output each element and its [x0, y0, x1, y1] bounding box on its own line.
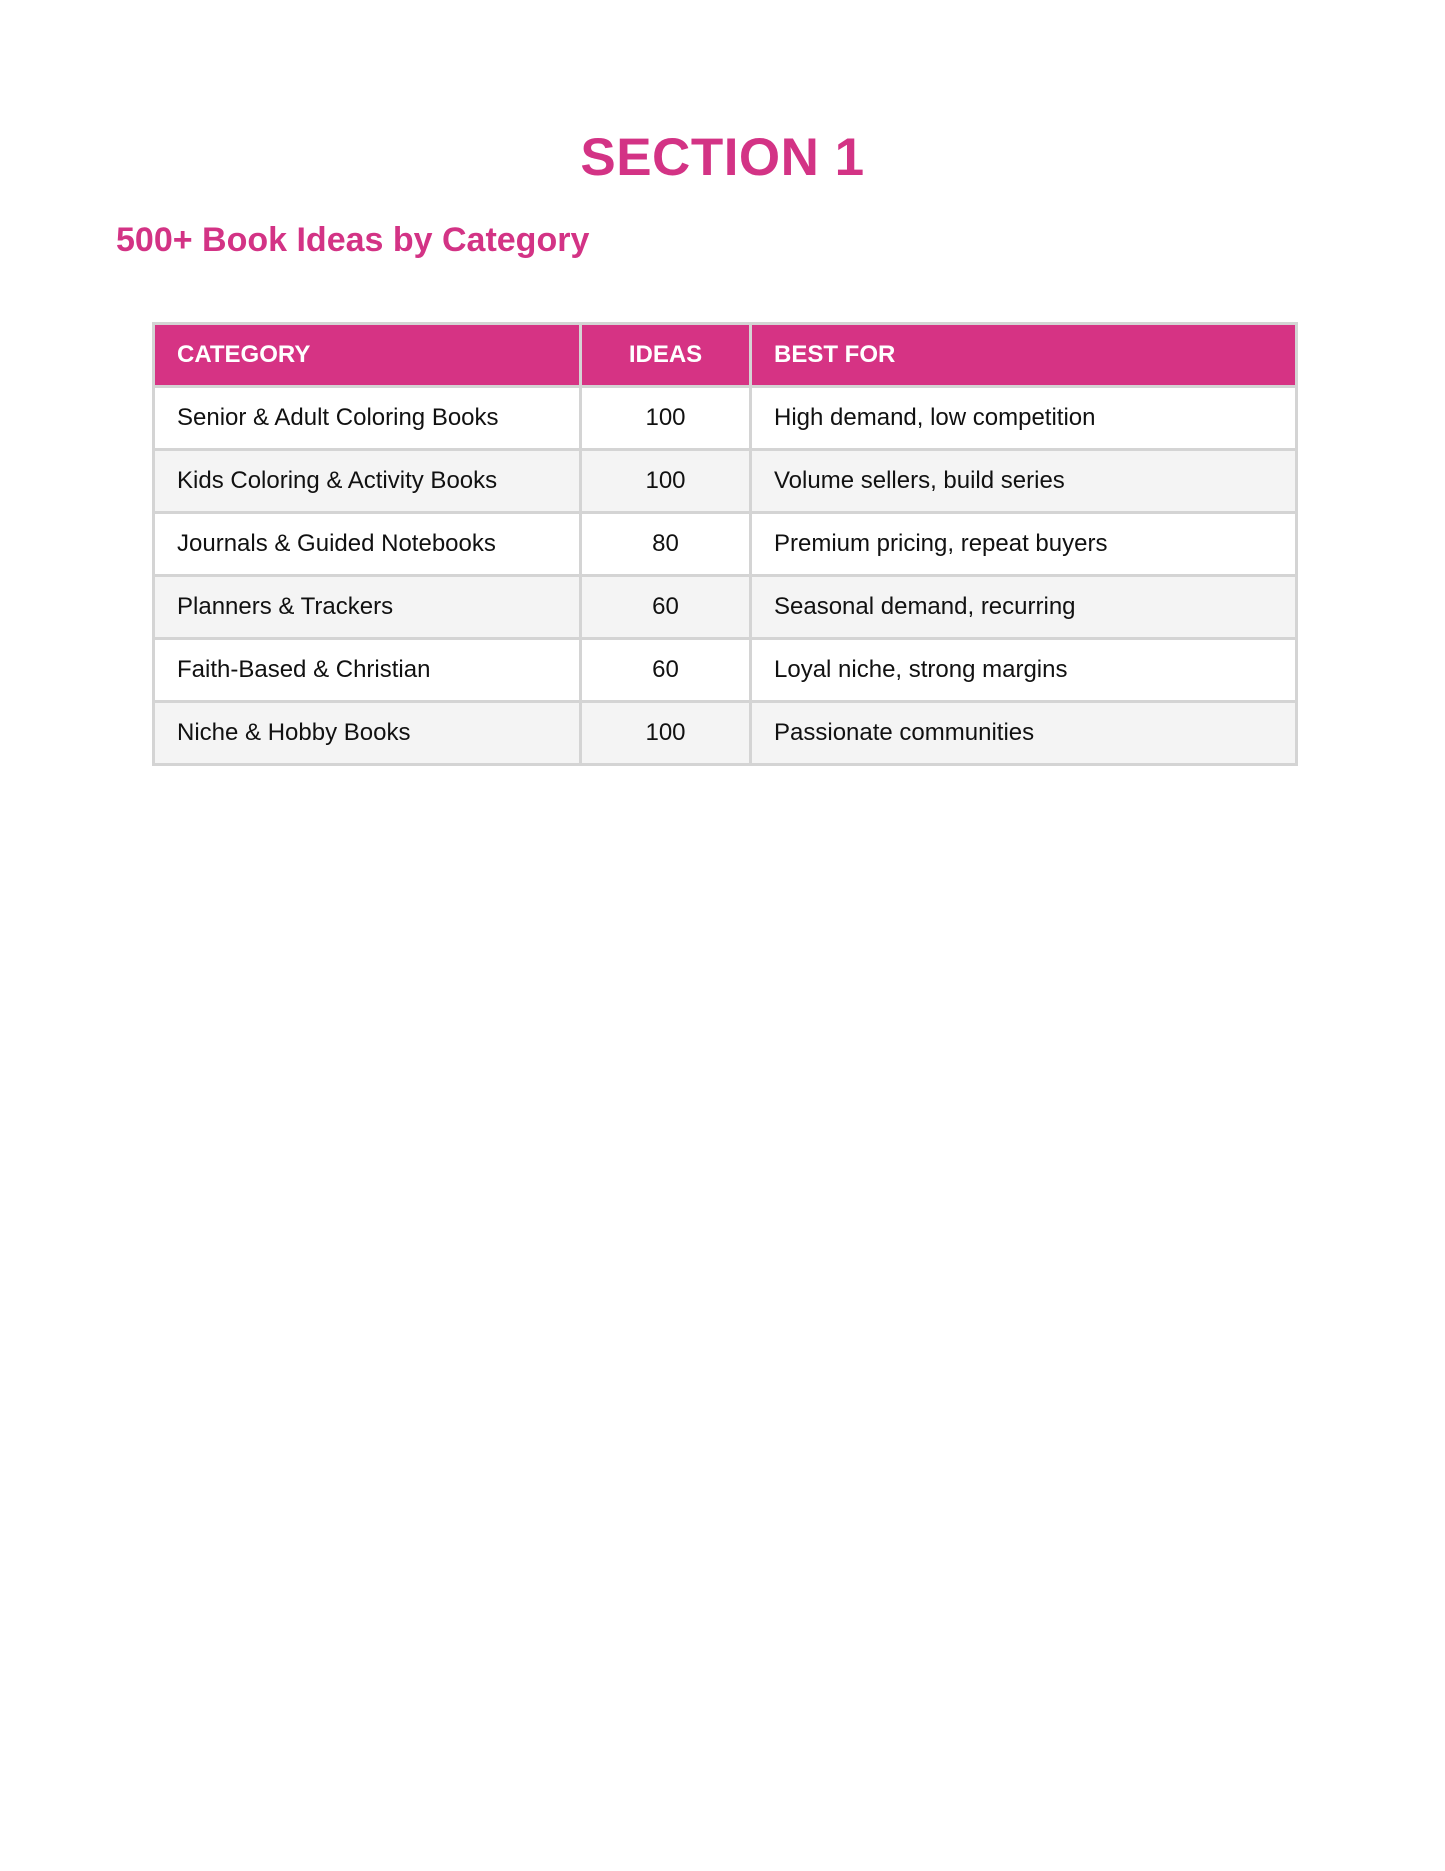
cell-category: Faith-Based & Christian	[154, 639, 581, 702]
table-row	[154, 576, 1297, 639]
cell-category: Journals & Guided Notebooks	[154, 513, 581, 576]
cell-category: Senior & Adult Coloring Books	[154, 387, 581, 450]
table-row	[154, 702, 1297, 765]
table-row	[154, 639, 1297, 702]
book-ideas-table	[152, 322, 1298, 766]
cell-best-for: Loyal niche, strong margins	[751, 639, 1297, 702]
cell-best-for: Passionate communities	[751, 702, 1297, 765]
cell-ideas: 100	[581, 702, 751, 765]
cell-ideas: 100	[581, 387, 751, 450]
cell-best-for: Premium pricing, repeat buyers	[751, 513, 1297, 576]
page-subtitle: 500+ Book Ideas by Category	[116, 221, 590, 259]
table-row	[154, 387, 1297, 450]
cell-category: Niche & Hobby Books	[154, 702, 581, 765]
cell-best-for: High demand, low competition	[751, 387, 1297, 450]
cell-ideas: 80	[581, 513, 751, 576]
header-best-for: BEST FOR	[751, 324, 1297, 387]
header-category: CATEGORY	[154, 324, 581, 387]
cell-category: Kids Coloring & Activity Books	[154, 450, 581, 513]
cell-ideas: 100	[581, 450, 751, 513]
table-body	[154, 387, 1297, 765]
cell-best-for: Seasonal demand, recurring	[751, 576, 1297, 639]
page-title: SECTION 1	[580, 128, 865, 187]
table-row	[154, 450, 1297, 513]
header-ideas: IDEAS	[581, 324, 751, 387]
cell-ideas: 60	[581, 639, 751, 702]
cell-ideas: 60	[581, 576, 751, 639]
table-header-row	[154, 324, 1297, 387]
cell-category: Planners & Trackers	[154, 576, 581, 639]
cell-best-for: Volume sellers, build series	[751, 450, 1297, 513]
table-header	[154, 324, 1297, 387]
table-row	[154, 513, 1297, 576]
